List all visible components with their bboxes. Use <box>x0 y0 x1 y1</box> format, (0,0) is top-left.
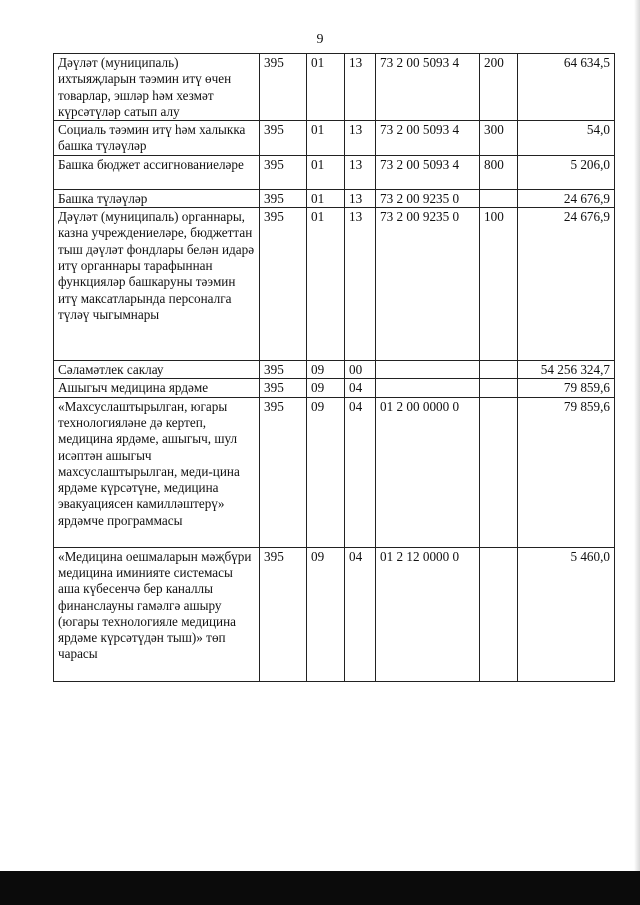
table-row <box>54 54 615 121</box>
row-name: Дәүләт (муниципаль) органнары, казна учреждениеләре, бюджеттан тыш дәүләт фондлары белән идарә итү органнары тарафыннан функцияләр башкаруны тәэмин итү максатларында персоналга түләү чыгымнары <box>54 208 260 361</box>
row-csr: 73 2 00 5093 4 <box>376 54 480 121</box>
row-sum: 64 634,5 <box>518 54 615 121</box>
row-vr <box>480 397 518 547</box>
row-pr: 00 <box>345 361 376 379</box>
row-ved: 395 <box>260 379 307 397</box>
row-name: Башка бюджет ассигнованиеләре <box>54 155 260 189</box>
row-csr: 73 2 00 9235 0 <box>376 208 480 361</box>
table-row <box>54 547 615 681</box>
row-ved: 395 <box>260 155 307 189</box>
row-pr: 13 <box>345 208 376 361</box>
row-name: «Медицина оешмаларын мәҗбүри медицина иминияте системасы аша күбесенчә бер каналлы финанслауны гамәлгә ашыру (югары технологияле медицина ярдәме күрсәтүдән тыш)» төп чарасы <box>54 547 260 681</box>
row-sum: 79 859,6 <box>518 397 615 547</box>
row-ved: 395 <box>260 54 307 121</box>
row-rz: 01 <box>307 54 345 121</box>
row-vr: 100 <box>480 208 518 361</box>
row-ved: 395 <box>260 121 307 156</box>
row-pr: 04 <box>345 547 376 681</box>
row-rz: 01 <box>307 208 345 361</box>
row-sum: 79 859,6 <box>518 379 615 397</box>
row-sum: 54,0 <box>518 121 615 156</box>
scan-bottom-border <box>0 871 640 905</box>
row-rz: 01 <box>307 121 345 156</box>
table-row <box>54 208 615 361</box>
row-ved: 395 <box>260 397 307 547</box>
row-sum: 24 676,9 <box>518 189 615 207</box>
row-sum: 5 460,0 <box>518 547 615 681</box>
row-pr: 13 <box>345 121 376 156</box>
table-row <box>54 379 615 397</box>
row-csr <box>376 379 480 397</box>
page-number: 9 <box>316 32 324 47</box>
row-pr: 13 <box>345 189 376 207</box>
row-vr <box>480 189 518 207</box>
row-vr <box>480 379 518 397</box>
row-pr: 13 <box>345 54 376 121</box>
row-ved: 395 <box>260 361 307 379</box>
row-vr: 300 <box>480 121 518 156</box>
row-csr: 73 2 00 5093 4 <box>376 155 480 189</box>
row-pr: 13 <box>345 155 376 189</box>
table-row <box>54 121 615 156</box>
row-csr: 01 2 00 0000 0 <box>376 397 480 547</box>
row-sum: 5 206,0 <box>518 155 615 189</box>
row-sum: 54 256 324,7 <box>518 361 615 379</box>
scan-edge-shadow <box>634 0 640 871</box>
row-vr: 800 <box>480 155 518 189</box>
table-row <box>54 155 615 189</box>
row-csr <box>376 361 480 379</box>
row-ved: 395 <box>260 208 307 361</box>
row-ved: 395 <box>260 189 307 207</box>
row-name: «Махсуслаштырылган, югары технологияләне дә кертеп, медицина ярдәме, ашыгыч, шул исәптән ашыгыч махсуслаштырылган, меди-цина ярдәме күрсәтүне, медицина эвакуациясен камилләштерү» ярдәмче программасы <box>54 397 260 547</box>
row-sum: 24 676,9 <box>518 208 615 361</box>
budget-table <box>53 53 615 682</box>
row-ved: 395 <box>260 547 307 681</box>
table-row <box>54 361 615 379</box>
row-vr: 200 <box>480 54 518 121</box>
table-row <box>54 397 615 547</box>
row-csr: 01 2 12 0000 0 <box>376 547 480 681</box>
row-vr <box>480 361 518 379</box>
row-name: Социаль тәэмин итү һәм халыкка башка түләүләр <box>54 121 260 156</box>
row-rz: 01 <box>307 155 345 189</box>
row-vr <box>480 547 518 681</box>
row-rz: 09 <box>307 379 345 397</box>
row-rz: 09 <box>307 397 345 547</box>
table-row <box>54 189 615 207</box>
row-pr: 04 <box>345 397 376 547</box>
row-name: Сәламәтлек саклау <box>54 361 260 379</box>
row-name: Башка түләүләр <box>54 189 260 207</box>
row-pr: 04 <box>345 379 376 397</box>
row-rz: 09 <box>307 361 345 379</box>
row-csr: 73 2 00 9235 0 <box>376 189 480 207</box>
row-name: Ашыгыч медицина ярдәме <box>54 379 260 397</box>
row-name: Дәүләт (муниципаль) ихтыяҗларын тәэмин итү өчен товарлар, эшләр һәм хезмәт күрсәтүләр сатып алу <box>54 54 260 121</box>
row-csr: 73 2 00 5093 4 <box>376 121 480 156</box>
row-rz: 01 <box>307 189 345 207</box>
row-rz: 09 <box>307 547 345 681</box>
